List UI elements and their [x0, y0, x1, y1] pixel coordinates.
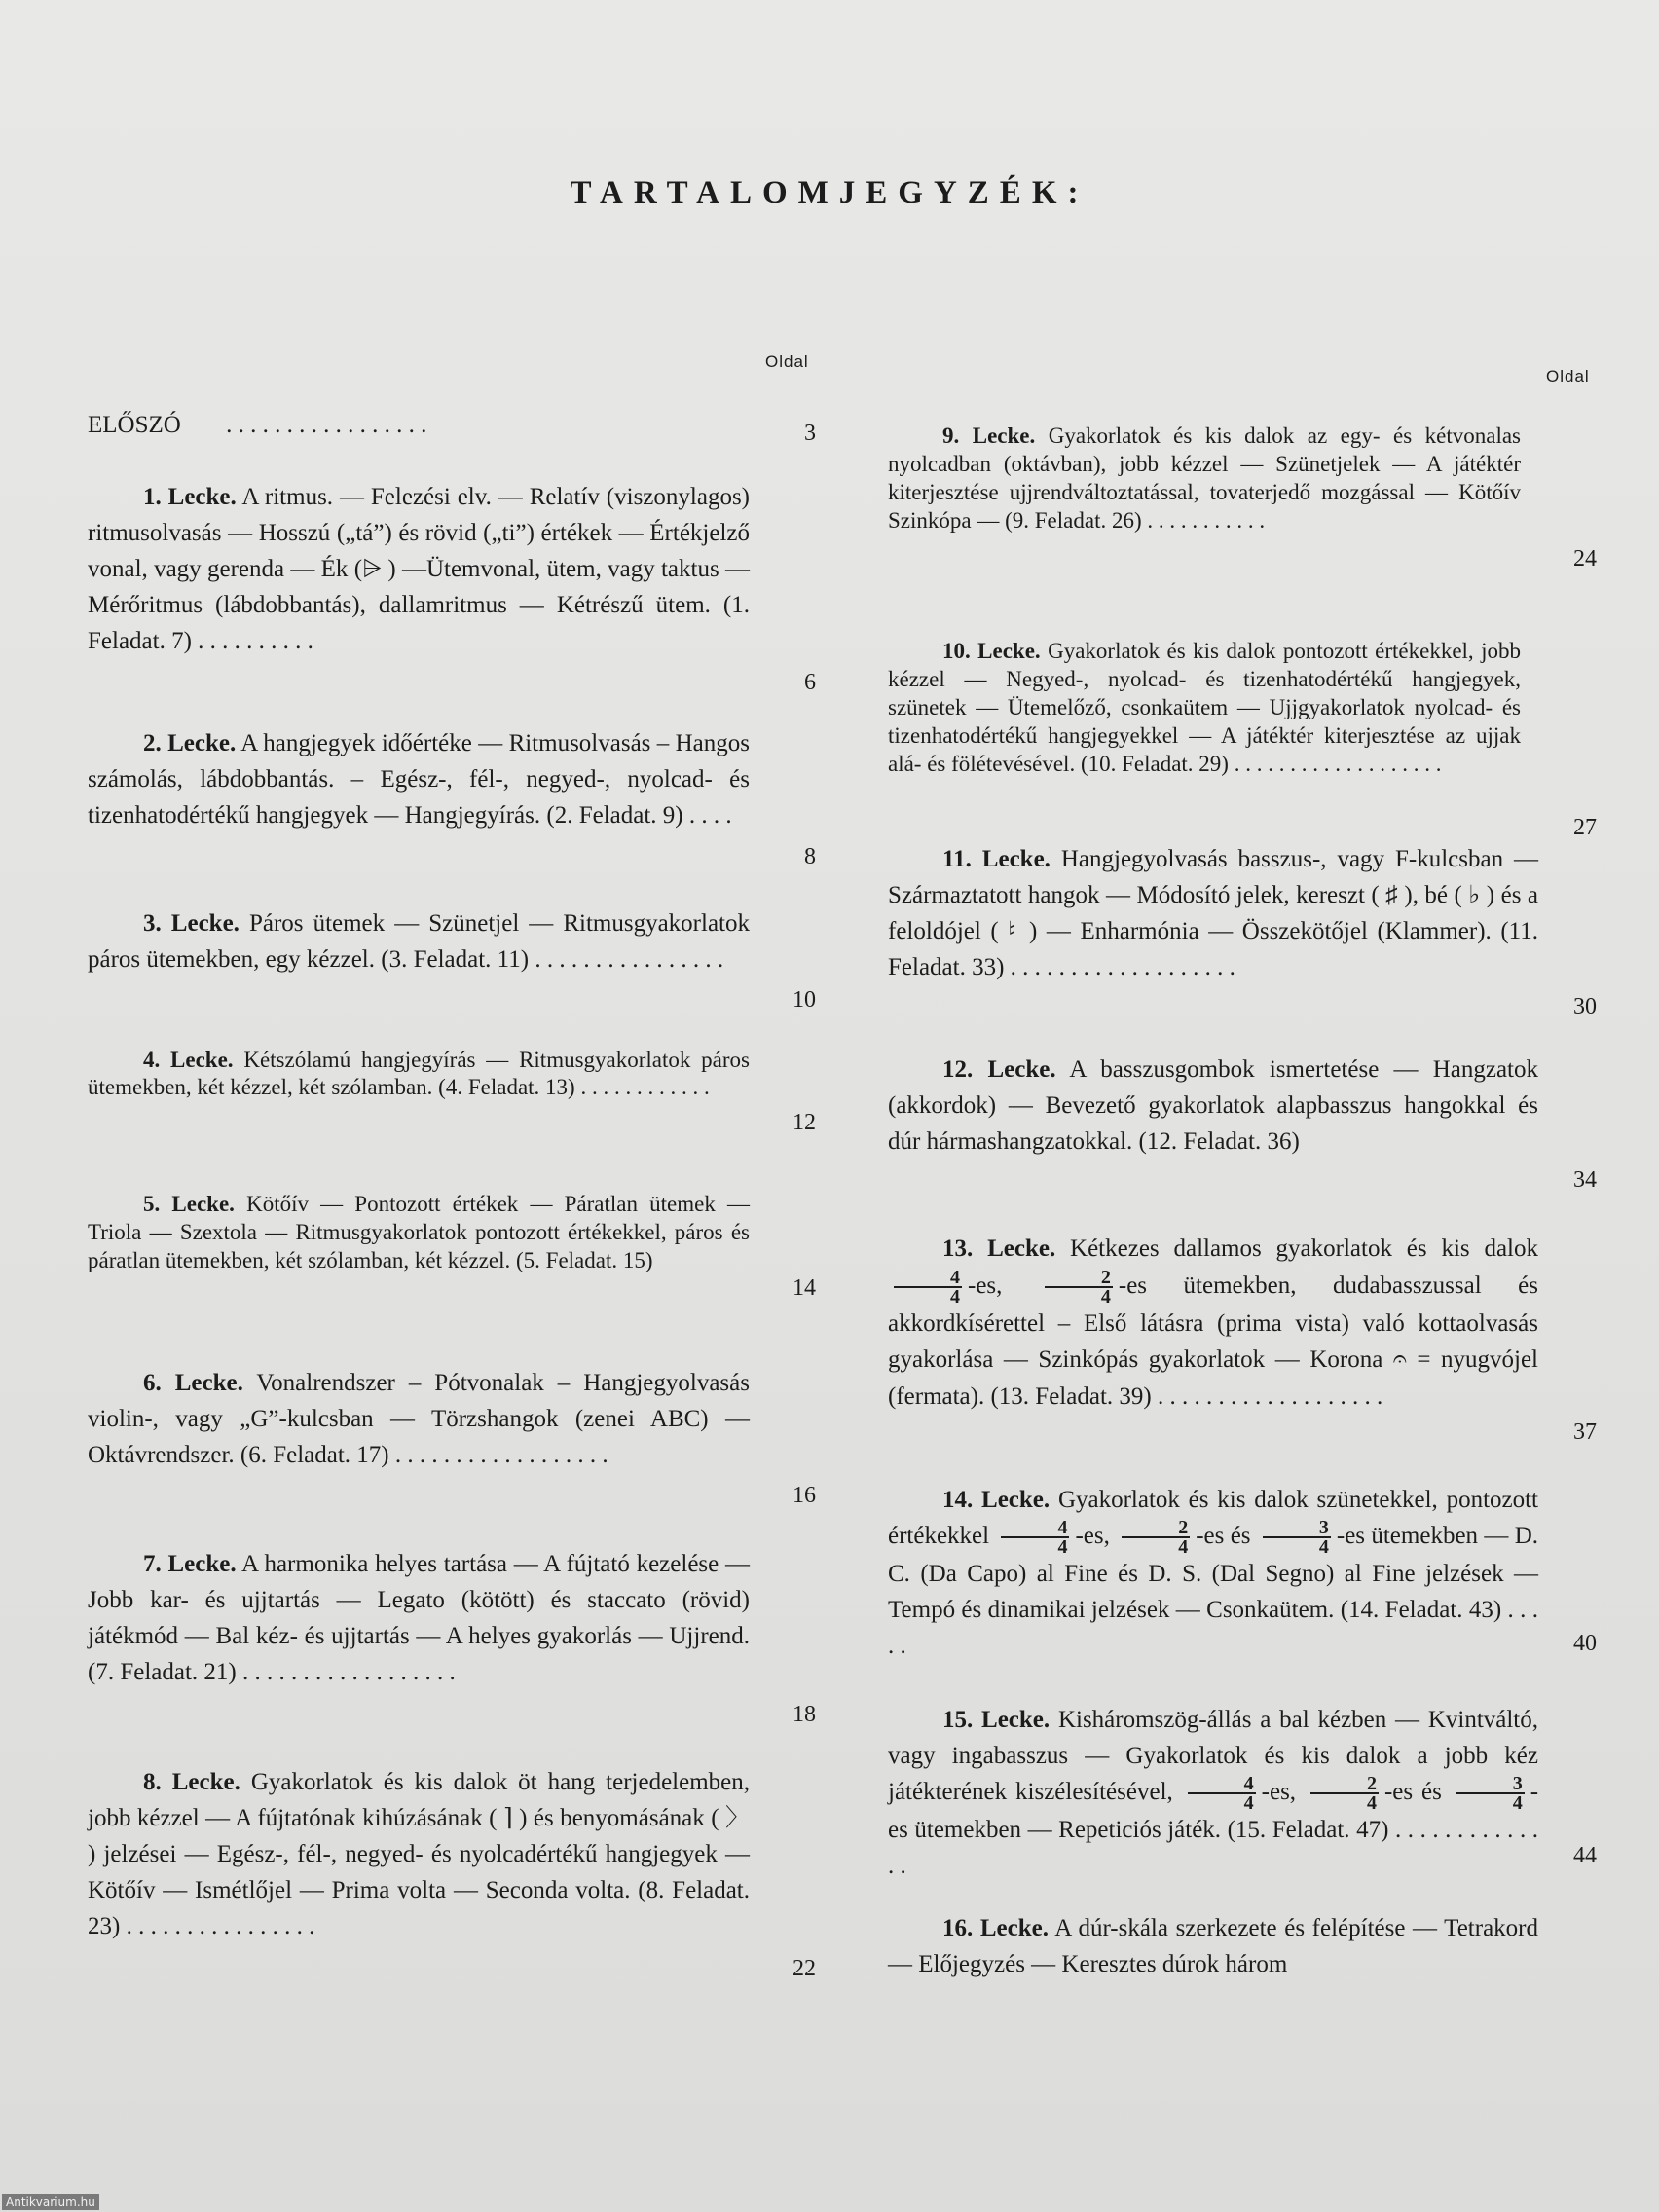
- watermark: Antikvarium.hu: [2, 2194, 99, 2210]
- time-signature-3-4: $\frac{3}{4}$: [1456, 1775, 1525, 1812]
- toc-page-7: 18: [793, 1702, 816, 1727]
- time-signature-4-4: $\frac{4}{4}$: [1001, 1519, 1069, 1556]
- toc-page-9: 24: [1573, 546, 1597, 571]
- toc-page-13: 37: [1573, 1419, 1597, 1445]
- toc-page-12: 34: [1573, 1167, 1597, 1193]
- page-column-header-right: Oldal: [1546, 367, 1590, 386]
- toc-entry-7: 7. Lecke. A harmonika helyes tartása — A fújtató kezelése — Jobb kar- és ujjtartás — Legato (kötött) és staccato (rövid) játékmód — Bal kéz- és ujjtartás — A helyes gyakorlás — Ujjrend. (7. Feladat. 21) . . . . . . . . . . . . . . . . . .: [88, 1551, 751, 1685]
- preface-label: ELŐSZÓ: [88, 412, 181, 438]
- preface-dots: . . . . . . . . . . . . . . . . .: [226, 412, 427, 438]
- toc-page-8: 22: [793, 1956, 816, 1981]
- toc-page-11: 30: [1573, 994, 1597, 1019]
- preface-entry: [88, 407, 750, 443]
- toc-entry-15: 15. Lecke. Kisháromszög-állás a bal kézben — Kvintváltó, vagy ingabasszus — Gyakorlatok és kis dalok a jobb kéz játékterének kiszélesítésével, $\frac{4}{4}$ -es, $\frac{2}{4}$ -es és $\frac{3}{4}$ -es ütemekben — Repeticiós játék. (15. Feladat. 47) . . . . . . . . . . . . . .: [888, 1707, 1539, 1880]
- toc-page-14: 40: [1573, 1631, 1597, 1656]
- toc-page-3: 10: [793, 987, 816, 1013]
- toc-entry-13: 13. Lecke. Kétkezes dallamos gyakorlatok és kis dalok $\frac{4}{4}$ -es, $\frac{2}{4}$ -es ütemekben, dudabasszussal és akkordkísérettel – Első látásra (prima vista) való kottaolvasás gyakorlása — Szinkópás gyakorlatok — Korona 𝄐 = nyugvójel (fermata). (13. Feladat. 39) . . . . . . . . . . . . . . . . . . .: [888, 1235, 1538, 1410]
- toc-page-2: 8: [804, 844, 816, 869]
- toc-page-10: 27: [1573, 815, 1597, 840]
- toc-page-5: 14: [793, 1275, 816, 1301]
- toc-entry-9: 9. Lecke. Gyakorlatok és kis dalok az egy- és kétvonalas nyolcadban (oktávban), jobb kézzel — Szünetjelek — A játéktér kiterjesztése ujjrendváltoztatással, tovaterjedő mozgással — Kötőív Szinkópa — (9. Feladat. 26) . . . . . . . . . . .: [888, 424, 1521, 533]
- page-title: TARTALOMJEGYZÉK:: [570, 175, 1089, 210]
- time-signature-2-4: $\frac{2}{4}$: [1122, 1519, 1190, 1556]
- toc-entry-14: 14. Lecke. Gyakorlatok és kis dalok szünetekkel, pontozott értékekkel $\frac{4}{4}$ -es, $\frac{2}{4}$ -es és $\frac{3}{4}$ -es ütemekben — D. C. (Da Capo) al Fine és D. S. (Dal Segno) al Fine jelzések — Tempó és dinamikai jelzések — Csonkaütem. (14. Feladat. 43) . . . . .: [888, 1487, 1539, 1660]
- toc-entry-4: 4. Lecke. Kétszólamú hangjegyírás — Ritmusgyakorlatok páros ütemekben, két kézzel, két szólamban. (4. Feladat. 13) . . . . . . . . . . . .: [88, 1048, 750, 1099]
- toc-entry-8: 8. Lecke. Gyakorlatok és kis dalok öt hang terjedelemben, jobb kézzel — A fújtatónak kihúzásának ( ⌉ ) és benyomásának ( 〉 ) jelzései — Egész-, fél-, negyed- és nyolcadértékű hangjegyek — Kötőív — Ismétlőjel — Prima volta — Seconda volta. (8. Feladat. 23) . . . . . . . . . . . . . . . .: [88, 1769, 750, 1939]
- time-signature-4-4: $\frac{4}{4}$: [1188, 1775, 1256, 1812]
- toc-entry-1: 1. Lecke. A ritmus. — Felezési elv. — Relatív (viszonylagos) ritmusolvasás — Hosszú („tá”) és rövid („ti”) értékek — Értékjelző vonal, vagy gerenda — Ék (⩥ ) —Ütemvonal, ütem, vagy taktus — Mérőritmus (lábdobbantás), dallamritmus — Kétrészű ütem. (1. Feladat. 7) . . . . . . . . . .: [88, 484, 750, 654]
- time-signature-2-4: $\frac{2}{4}$: [1045, 1269, 1113, 1306]
- toc-page-6: 16: [793, 1483, 816, 1508]
- time-signature-2-4: $\frac{2}{4}$: [1310, 1775, 1379, 1812]
- toc-entry-2: 2. Lecke. A hangjegyek időértéke — Ritmusolvasás – Hangos számolás, lábdobbantás. – Egész-, fél-, negyed-, nyolcad- és tizenhatodértékű hangjegyek — Hangjegyírás. (2. Feladat. 9) . . . .: [88, 730, 750, 829]
- toc-page-1: 6: [804, 670, 816, 695]
- toc-entry-11: 11. Lecke. Hangjegyolvasás basszus-, vagy F-kulcsban — Származtatott hangok — Módosító jelek, kereszt ( ♯ ), bé ( ♭ ) és a feloldójel ( ♮ ) — Enharmónia — Összekötőjel (Klammer). (11. Feladat. 33) . . . . . . . . . . . . . . . . . . .: [888, 846, 1539, 980]
- preface-page: 3: [804, 421, 816, 446]
- toc-page-4: 12: [793, 1110, 816, 1135]
- time-signature-3-4: $\frac{3}{4}$: [1263, 1519, 1331, 1556]
- time-signature-4-4: $\frac{4}{4}$: [894, 1269, 962, 1306]
- toc-page-15: 44: [1573, 1843, 1597, 1868]
- toc-entry-12: 12. Lecke. A basszusgombok ismertetése — Hangzatok (akkordok) — Bevezető gyakorlatok alapbasszus hangokkal és dúr hármashangzatokkal. (12. Feladat. 36): [888, 1056, 1538, 1155]
- toc-entry-10: 10. Lecke. Gyakorlatok és kis dalok pontozott értékekkel, jobb kézzel — Negyed-, nyolcad- és tizenhatodértékű hangjegyek, szünetek — Ütemelőző, csonkaütem — Ujjgyakorlatok nyolcad- és tizenhatodértékű hangjegyekkel — A játéktér kiterjesztése az ujjak alá- és fölétevésével. (10. Feladat. 29) . . . . . . . . . . . . . . . . . . .: [888, 639, 1521, 776]
- toc-entry-6: 6. Lecke. Vonalrendszer – Pótvonalak – Hangjegyolvasás violin-, vagy „G”-kulcsban — Törzshangok (zenei ABC) — Oktávrendszer. (6. Feladat. 17) . . . . . . . . . . . . . . . . . .: [88, 1370, 750, 1468]
- toc-entry-5: 5. Lecke. Kötőív — Pontozott értékek — Páratlan ütemek — Triola — Szextola — Ritmusgyakorlatok pontozott értékekkel, páros és páratlan ütemekben, két szólamban, két kézzel. (5. Feladat. 15): [88, 1192, 751, 1272]
- page-column-header-left: Oldal: [765, 352, 809, 371]
- toc-entry-16: 16. Lecke. A dúr-skála szerkezete és felépítése — Tetrakord — Előjegyzés — Keresztes dúrok három: [888, 1915, 1538, 1977]
- toc-entry-3: 3. Lecke. Páros ütemek — Szünetjel — Ritmusgyakorlatok páros ütemekben, egy kézzel. (3. Feladat. 11) . . . . . . . . . . . . . . . .: [88, 910, 750, 973]
